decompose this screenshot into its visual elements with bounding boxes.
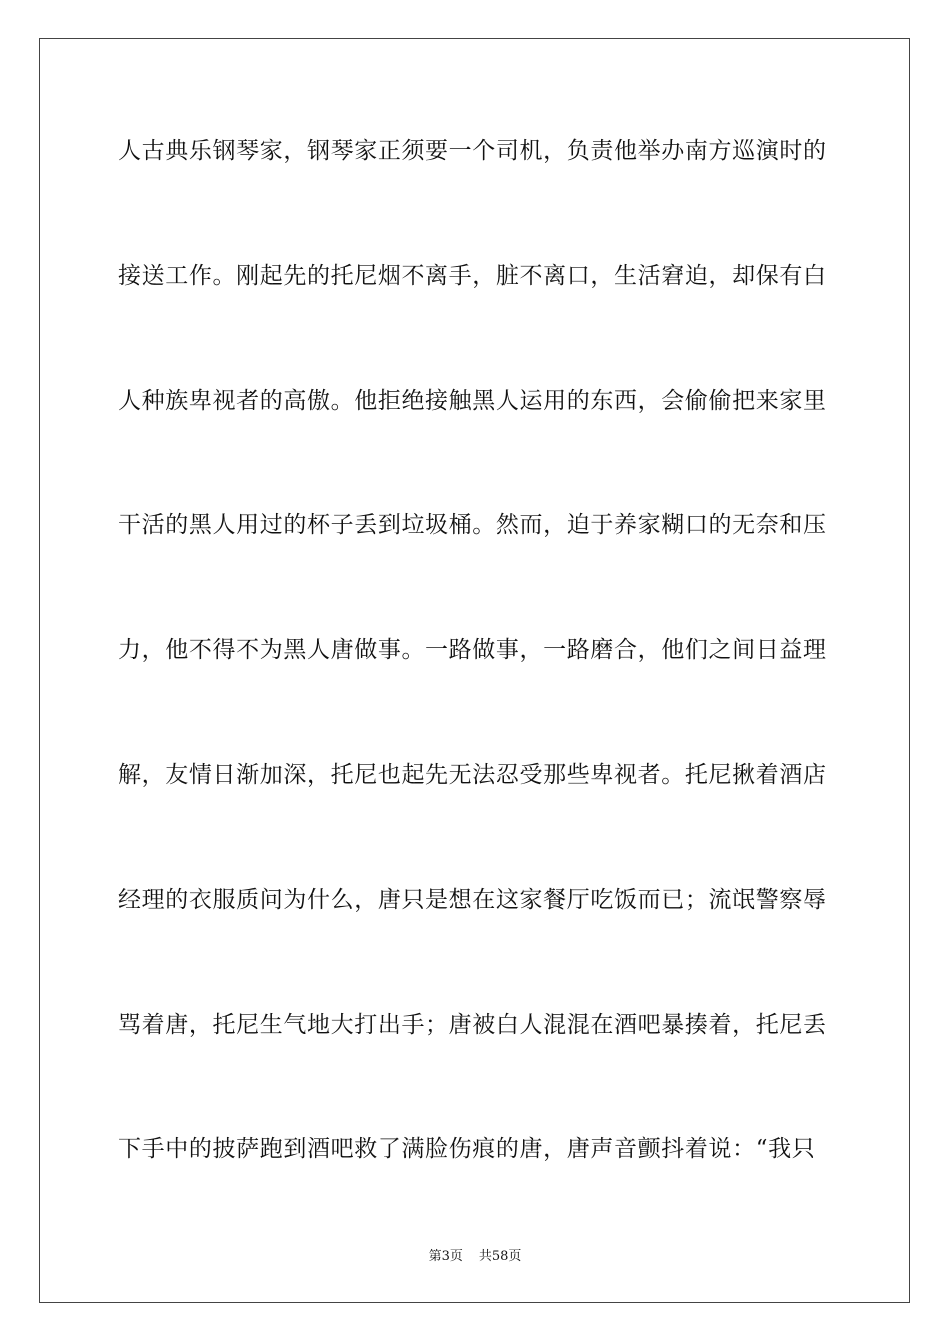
- text-line: 人古典乐钢琴家，钢琴家正须要一个司机，负责他举办南方巡演时的: [118, 138, 827, 164]
- text-line: 干活的黑人用过的杯子丢到垃圾桶。然而，迫于养家糊口的无奈和压: [118, 512, 827, 539]
- text-line: 经理的衣服质问为什么，唐只是想在这家餐厅吃饭而已；流氓警察辱: [118, 886, 827, 913]
- text-line: 人种族卑视者的高傲。他拒绝接触黑人运用的东西，会偷偷把来家里: [118, 387, 827, 414]
- current-page-number: 第3页: [428, 1249, 463, 1264]
- text-line: 骂着唐，托尼生气地大打出手；唐被白人混混在酒吧暴揍着，托尼丢: [118, 1011, 827, 1038]
- text-line: 解，友情日渐加深，托尼也起先无法忍受那些卑视者。托尼揪着酒店: [118, 761, 827, 788]
- body-text: [118, 125, 834, 1248]
- text-line: 力，他不得不为黑人唐做事。一路做事，一路磨合，他们之间日益理: [118, 637, 827, 664]
- text-line: 接送工作。刚起先的托尼烟不离手，脏不离口，生活窘迫，却保有白: [118, 262, 827, 289]
- text-line: 下手中的披萨跑到酒吧救了满脸伤痕的唐，唐声音颤抖着说：“我只: [118, 1136, 816, 1163]
- page-footer: [0, 1248, 950, 1266]
- total-page-count: 共58页: [478, 1249, 522, 1264]
